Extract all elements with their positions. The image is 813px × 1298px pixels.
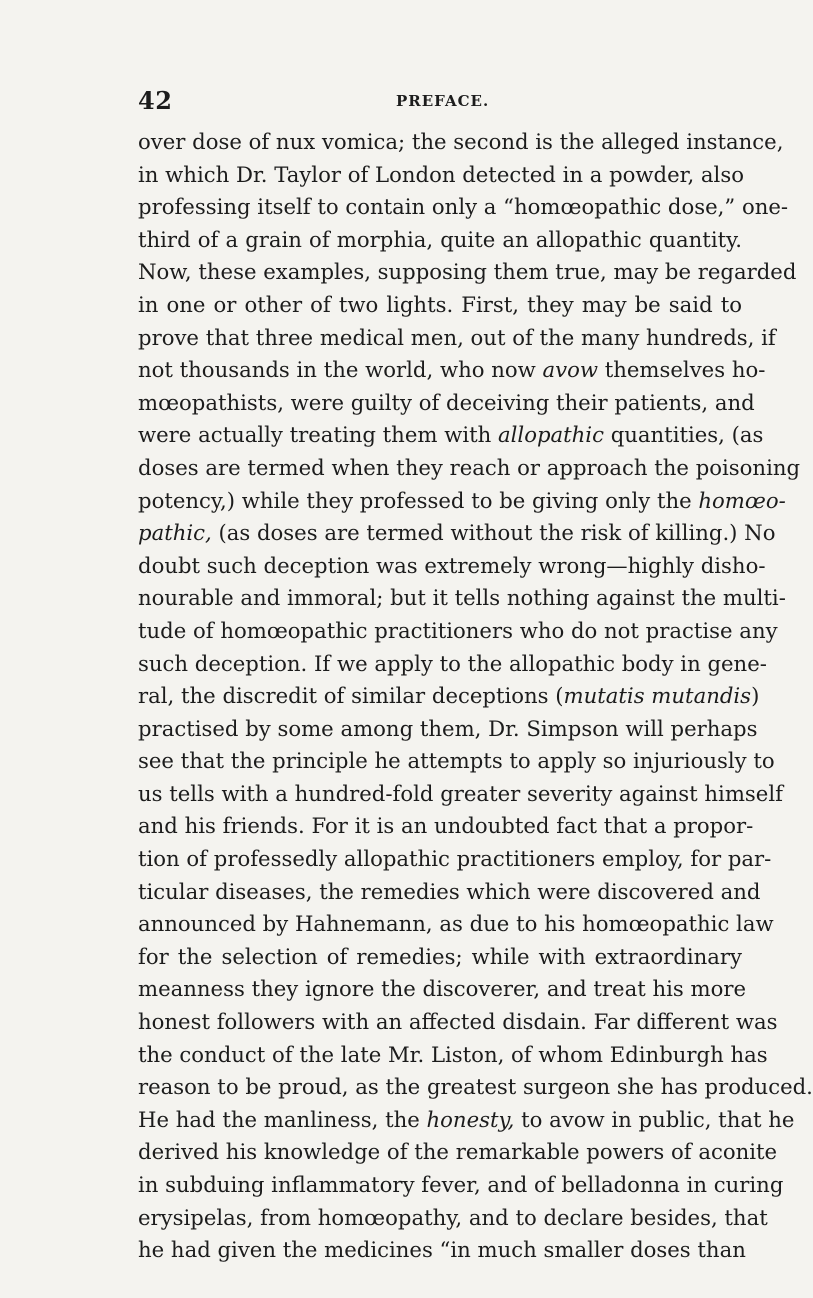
- text-line: [138, 680, 760, 713]
- italic-text: allopathic: [498, 422, 604, 448]
- text-segment: in one or other of two lights. First, they may be said to: [138, 291, 742, 317]
- text-segment: for the selection of remedies; while with extraordinary: [138, 943, 742, 969]
- text-segment: He had the manliness, the: [138, 1106, 427, 1132]
- text-line: [138, 810, 754, 843]
- text-segment: tude of homœopathic practitioners who do not practise any: [138, 617, 778, 643]
- text-line: [138, 387, 755, 420]
- text-segment: tion of professedly allopathic practitioners employ, for par-: [138, 846, 772, 872]
- italic-text: avow: [542, 357, 598, 383]
- text-line: [138, 1169, 784, 1202]
- text-segment: meanness they ignore the discoverer, and treat his more: [138, 976, 747, 1002]
- text-line: [138, 1104, 795, 1137]
- italic-text: honesty,: [426, 1106, 515, 1132]
- text-line: [138, 517, 776, 550]
- text-line: [138, 550, 766, 583]
- text-segment: quantities, (as: [603, 422, 764, 448]
- text-line: [138, 1136, 778, 1169]
- text-line: [138, 1202, 768, 1235]
- text-line: [138, 908, 774, 941]
- text-line: [138, 973, 747, 1006]
- text-segment: potency,) while they professed to be giving only the: [138, 487, 699, 513]
- text-segment: professing itself to contain only a “homœopathic dose,” one-: [138, 194, 789, 220]
- text-line: [138, 713, 758, 746]
- text-segment: us tells with a hundred-fold greater severity against himself: [138, 780, 783, 806]
- text-line: [138, 322, 776, 355]
- text-line: [138, 1006, 778, 1039]
- text-line: [138, 778, 783, 811]
- text-segment: the conduct of the late Mr. Liston, of whom Edinburgh has: [138, 1041, 768, 1067]
- text-segment: erysipelas, from homœopathy, and to declare besides, that: [138, 1204, 768, 1230]
- text-segment: to avow in public, that he: [514, 1106, 795, 1132]
- text-segment: were actually treating them with: [138, 422, 499, 448]
- text-line: [138, 354, 766, 387]
- italic-text: homœo-: [698, 487, 786, 513]
- text-segment: derived his knowledge of the remarkable powers of aconite: [138, 1139, 778, 1165]
- text-line: [138, 452, 801, 485]
- text-segment: reason to be proud, as the greatest surgeon she has produced.: [138, 1074, 813, 1100]
- text-segment: see that the principle he attempts to apply so injuriously to: [138, 748, 775, 774]
- text-segment: Now, these examples, supposing them true, may be regarded: [138, 259, 797, 285]
- text-segment: such deception. If we apply to the allopathic body in gene-: [138, 650, 767, 676]
- text-segment: in subduing inflammatory fever, and of belladonna in curing: [138, 1172, 784, 1197]
- text-line: [138, 126, 784, 159]
- text-segment: nourable and immoral; but it tells nothing against the multi-: [138, 585, 786, 611]
- text-segment: and his friends. For it is an undoubted fact that a propor-: [138, 813, 754, 839]
- text-segment: he had given the medicines “in much smaller doses than: [138, 1237, 746, 1263]
- text-segment: (as doses are termed without the risk of killing.) No: [211, 520, 776, 546]
- text-segment: doubt such deception was extremely wrong—highly disho-: [138, 552, 766, 578]
- text-segment: honest followers with an affected disdain. Far different was: [138, 1009, 778, 1035]
- italic-text: pathic,: [138, 520, 212, 546]
- text-segment: ): [751, 683, 760, 709]
- text-line: [138, 1071, 813, 1104]
- text-line: [138, 419, 764, 452]
- text-line: [138, 159, 742, 192]
- text-line: [138, 843, 772, 876]
- text-line: [138, 1039, 768, 1072]
- text-line: [138, 485, 786, 518]
- text-segment: practised by some among them, Dr. Simpson will perhaps: [138, 715, 758, 741]
- text-segment: mœopathists, were guilty of deceiving their patients, and: [138, 389, 755, 415]
- text-segment: in which Dr. Taylor of London detected in a powder, also: [138, 161, 744, 187]
- text-line: [138, 191, 789, 224]
- text-line: [138, 224, 742, 257]
- running-head: PREFACE.: [396, 92, 490, 110]
- text-segment: not thousands in the world, who now: [138, 357, 543, 383]
- text-line: [138, 876, 761, 909]
- italic-text: mutatis mutandis: [563, 683, 752, 709]
- text-line: [138, 289, 742, 322]
- text-segment: ticular diseases, the remedies which were discovered and: [138, 878, 761, 904]
- page-header: [138, 86, 742, 116]
- text-line: [138, 941, 742, 974]
- text-line: [138, 256, 797, 289]
- text-segment: over dose of nux vomica; the second is the alleged instance,: [138, 129, 784, 154]
- text-segment: prove that three medical men, out of the many hundreds, if: [138, 324, 776, 350]
- text-line: [138, 1234, 746, 1267]
- text-segment: ral, the discredit of similar deceptions (: [138, 683, 564, 709]
- text-segment: doses are termed when they reach or approach the poisoning: [138, 454, 801, 480]
- text-line: [138, 582, 786, 615]
- body-text: [138, 126, 813, 1267]
- text-line: [138, 615, 778, 648]
- text-segment: themselves ho-: [598, 357, 766, 383]
- text-line: [138, 745, 775, 778]
- text-line: [138, 648, 767, 681]
- page-number: 42: [138, 86, 173, 115]
- text-segment: third of a grain of morphia, quite an allopathic quantity.: [138, 226, 742, 252]
- text-segment: announced by Hahnemann, as due to his homœopathic law: [138, 911, 774, 937]
